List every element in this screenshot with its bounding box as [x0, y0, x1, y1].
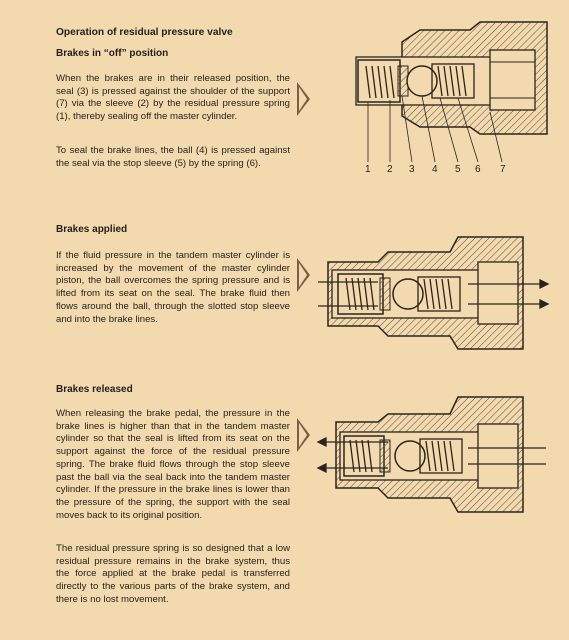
part-number-7: 7: [500, 164, 506, 175]
section-heading-released: Brakes released: [56, 384, 133, 395]
section-off-paragraph-2: To seal the brake lines, the ball (4) is pressed against the seal via the stop sleeve (5) by the spring (6).: [56, 145, 290, 169]
part-number-2: 2: [387, 164, 393, 175]
arrow-pointer-2: [297, 258, 310, 292]
arrow-pointer-3: [297, 418, 310, 452]
section-released-paragraph-2: The residual pressure spring is so designed that a low residual pressure remains in the brake system, thus the force applied at the brake pedal is transferred directly to the various parts of the brake system, and there is no lost movement.: [56, 543, 290, 605]
section-released-paragraph-1: When releasing the brake pedal, the pressure in the brake lines is higher than that in the tandem master cylinder so that the seal is lifted from its seat on the support against the force of the residual pressure spring. The brake fluid flows through the stop sleeve past the ball via the seal back into the tandem master cylinder. If the pressure in the brake lines is lower than the pressure of the spring, the support with the seal moves back to its original position.: [56, 408, 290, 521]
section-applied-paragraph-1: If the fluid pressure in the tandem master cylinder is increased by the movement of the master cylinder piston, the ball overcomes the spring pressure and is lifted from its seat on the seal. The brake fluid then flows around the ball, through the slotted stop sleeve and into the brake lines.: [56, 250, 290, 325]
valve-diagram-off: [340, 22, 550, 175]
section-heading-off: Brakes in “off” position: [56, 48, 169, 59]
section-off-paragraph-1: When the brakes are in their released position, the seal (3) is pressed against the shoulder of the support (7) via the sleeve (2) by the residual pressure spring (1), thereby sealing off the master cylinder.: [56, 73, 290, 123]
part-number-1: 1: [365, 164, 371, 175]
part-number-6: 6: [475, 164, 481, 175]
part-number-3: 3: [409, 164, 415, 175]
valve-diagram-released: [318, 392, 548, 522]
page-title: Operation of residual pressure valve: [56, 27, 233, 38]
valve-diagram-applied: [318, 232, 548, 357]
section-heading-applied: Brakes applied: [56, 224, 128, 235]
part-number-5: 5: [455, 164, 461, 175]
part-number-4: 4: [432, 164, 438, 175]
arrow-pointer-1: [297, 82, 310, 116]
